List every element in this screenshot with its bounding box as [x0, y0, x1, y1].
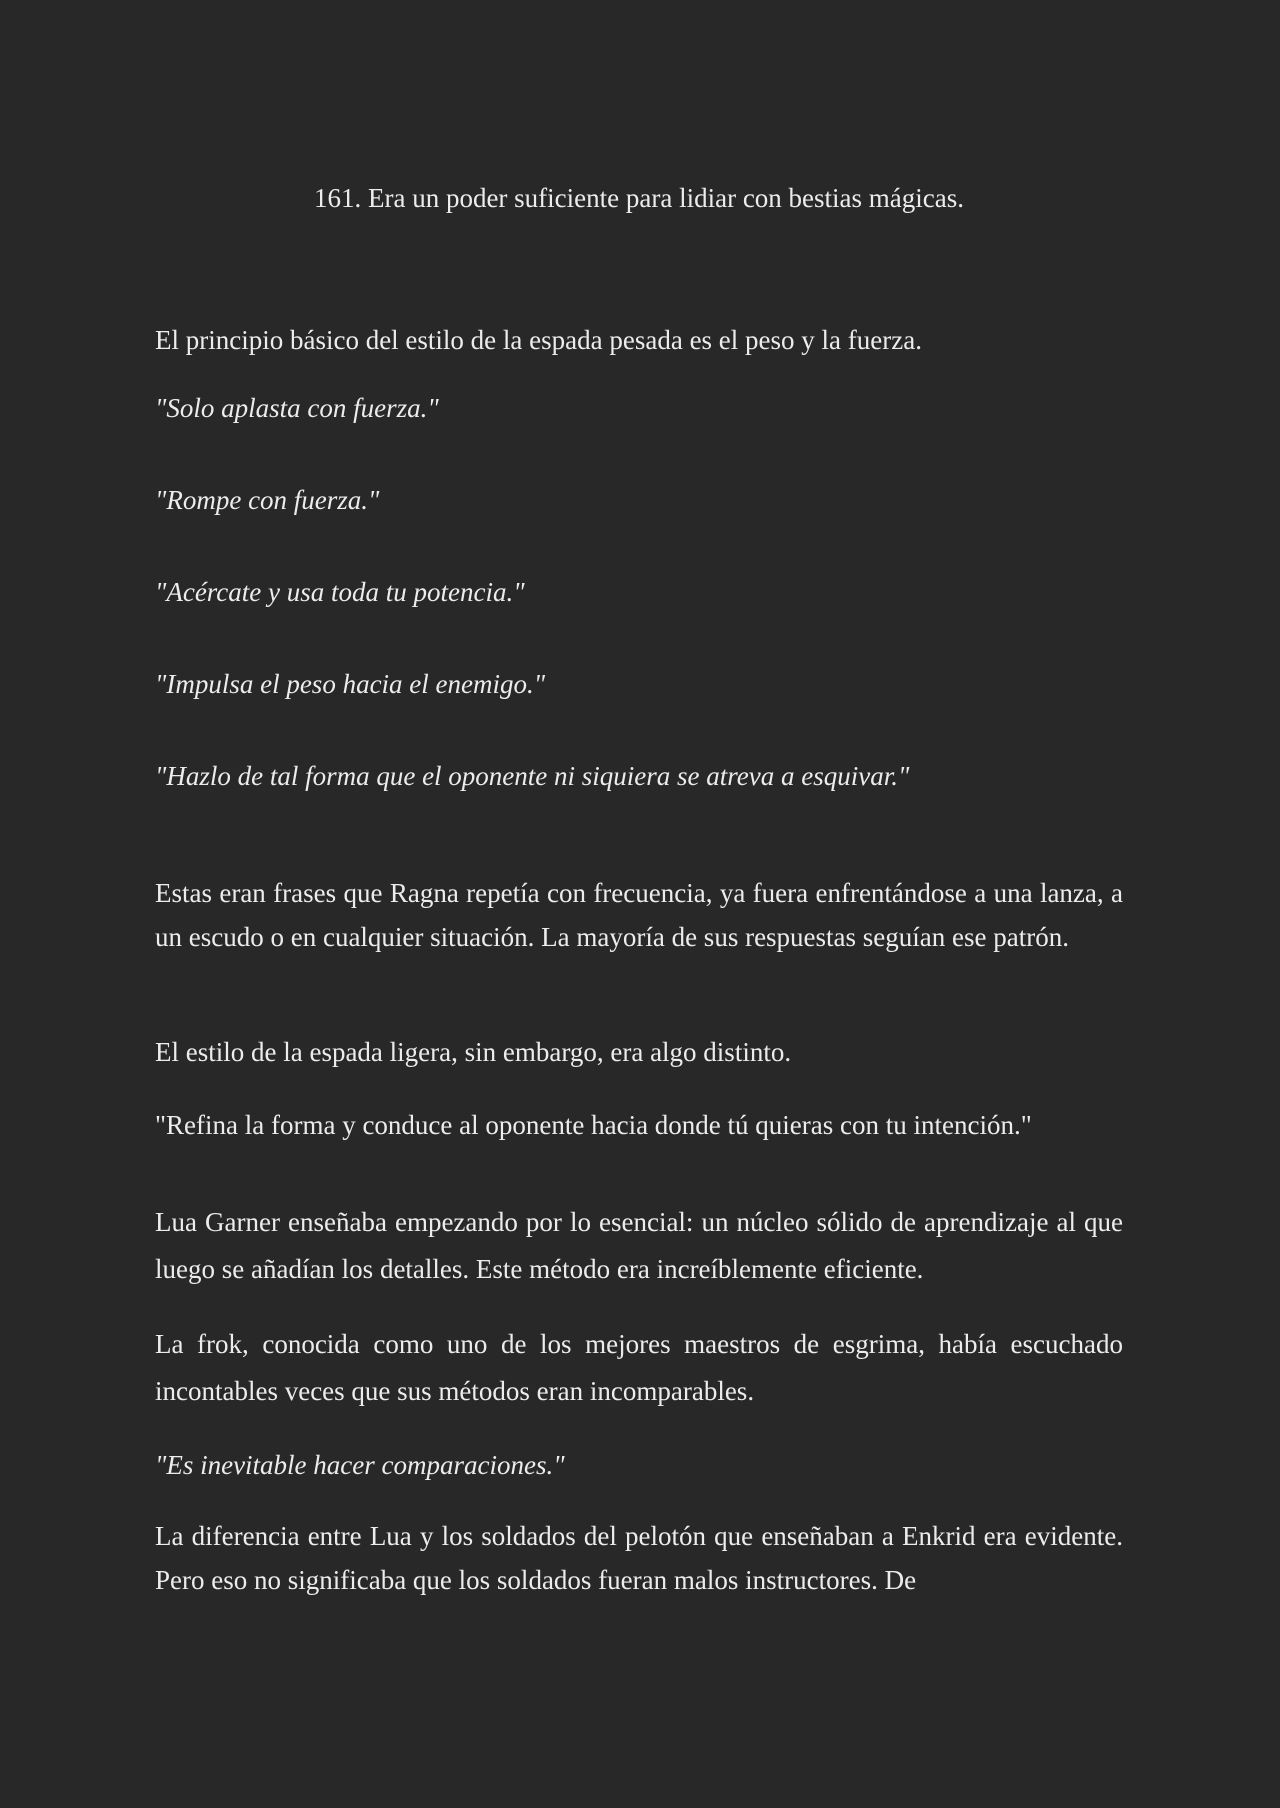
paragraph-quote: "Impulsa el peso hacia el enemigo." [155, 669, 546, 699]
paragraph: "Refina la forma y conduce al oponente hacia donde tú quieras con tu intención." [155, 1110, 1032, 1140]
paragraph: El estilo de la espada ligera, sin embargo, era algo distinto. [155, 1037, 792, 1067]
paragraph: El principio básico del estilo de la espada pesada es el peso y la fuerza. [155, 325, 922, 355]
paragraph-quote: "Es inevitable hacer comparaciones." [155, 1450, 565, 1480]
paragraph: Lua Garner enseñaba empezando por lo esencial: un núcleo sólido de aprendizaje al que luego se añadían los detalles. Este método era increíblemente eficiente. [155, 1207, 1123, 1284]
paragraph: Estas eran frases que Ragna repetía con frecuencia, ya fuera enfrentándose a una lanza, a un escudo o en cualquier situación. La mayoría de sus respuestas seguían ese patrón. [155, 878, 1123, 952]
paragraph-quote: "Hazlo de tal forma que el oponente ni siquiera se atreva a esquivar." [155, 761, 910, 791]
paragraph: La diferencia entre Lua y los soldados del pelotón que enseñaban a Enkrid era evidente. Pero eso no significaba que los soldados fueran malos instructores. De [155, 1521, 1123, 1595]
paragraph-quote: "Acércate y usa toda tu potencia." [155, 577, 525, 607]
chapter-title: 161. Era un poder suficiente para lidiar con bestias mágicas. [313, 183, 965, 213]
paragraph-quote: "Rompe con fuerza." [155, 485, 380, 515]
paragraph: La frok, conocida como uno de los mejores maestros de esgrima, había escuchado incontables veces que sus métodos eran incomparables. [155, 1329, 1123, 1406]
paragraph-quote: "Solo aplasta con fuerza." [155, 393, 439, 423]
